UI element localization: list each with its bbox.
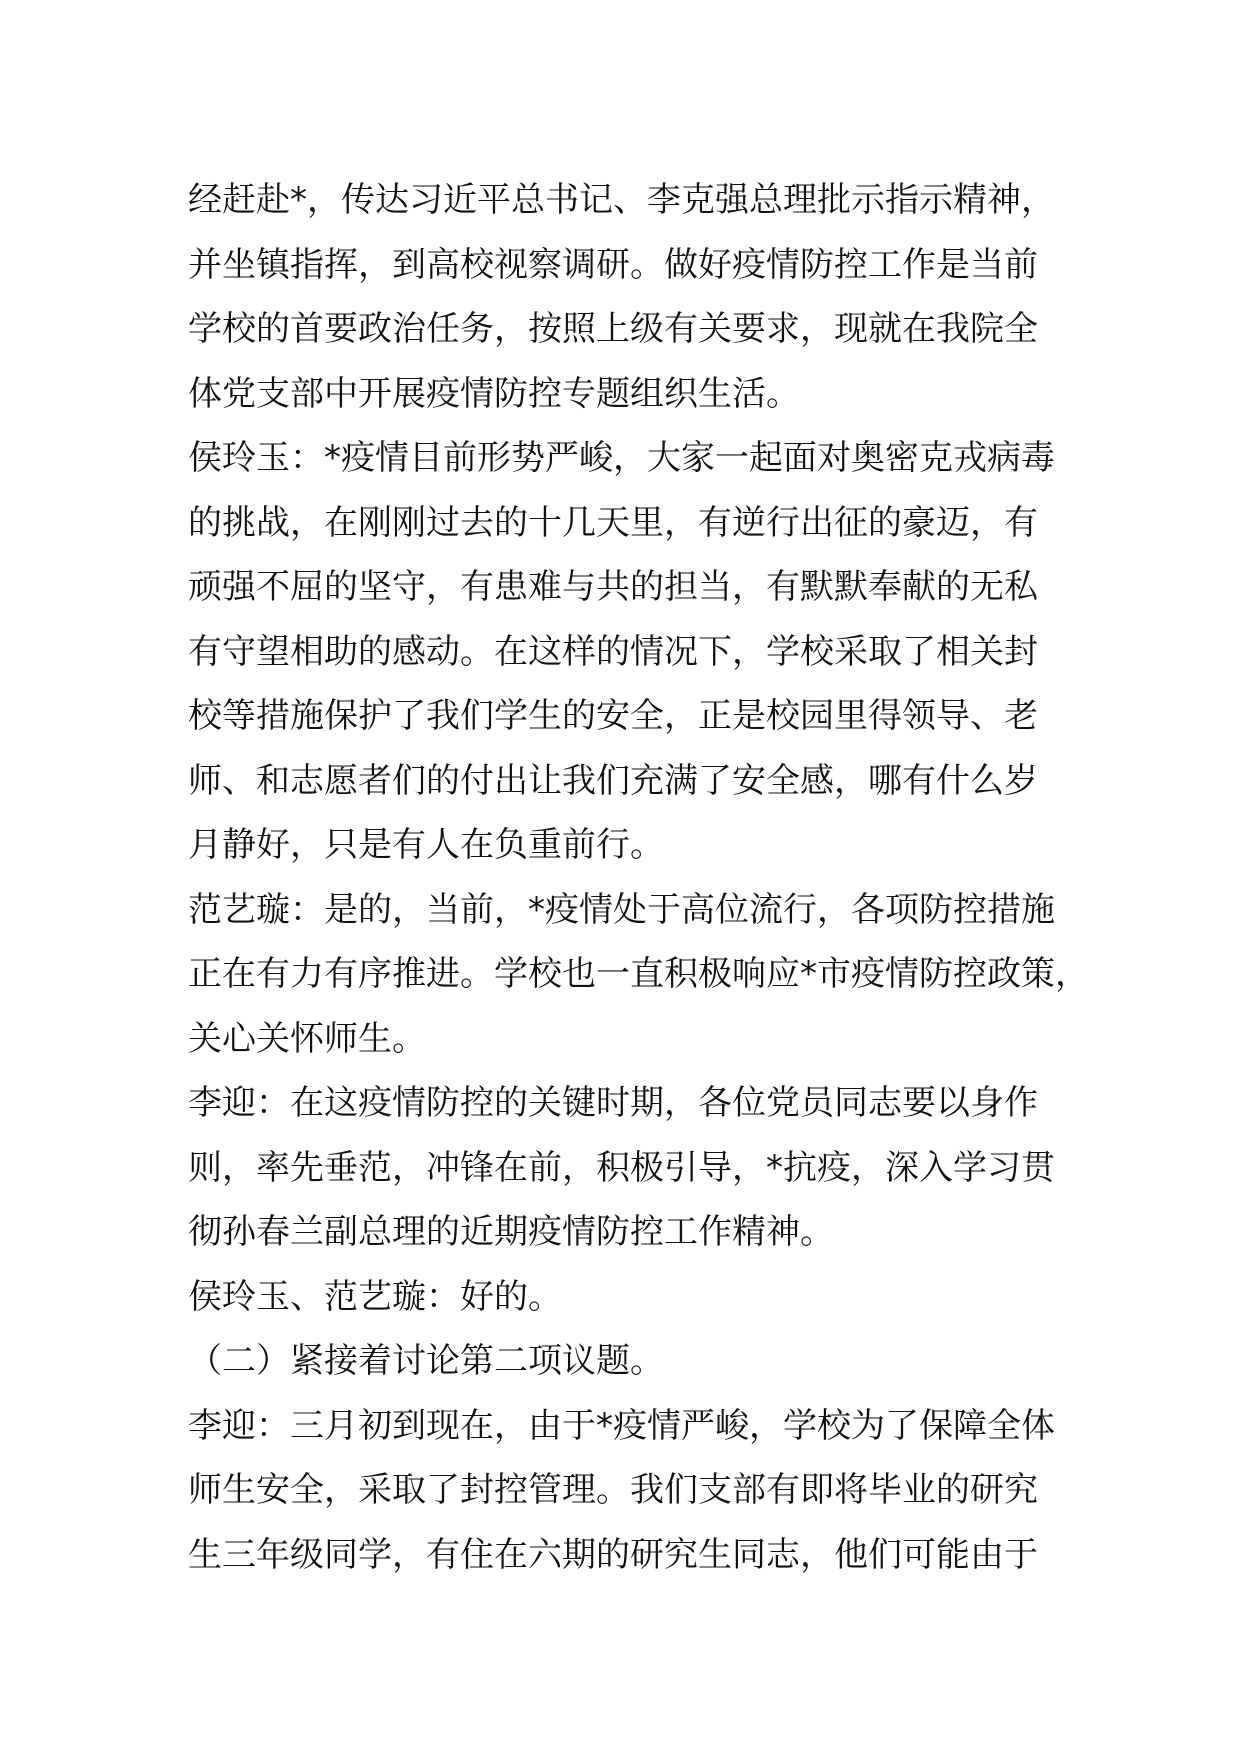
text-line: 范艺璇：是的，当前，*疫情处于高位流行，各项防控措施 [188, 889, 1055, 930]
text-line: 李迎：三月初到现在，由于*疫情严峻，学校为了保障全体 [188, 1405, 1055, 1446]
text-line: 师、和志愿者们的付出让我们充满了安全感，哪有什么岁 [188, 760, 1038, 801]
text-line: 学校的首要政治任务，按照上级有关要求，现就在我院全 [188, 309, 1038, 349]
text-line: 彻孙春兰副总理的近期疫情防控工作精神。 [188, 1212, 834, 1252]
text-line: 侯玲玉、范艺璇：好的。 [188, 1276, 562, 1317]
text-line: 李迎：在这疫情防控的关键时期，各位党员同志要以身作 [188, 1083, 1038, 1123]
text-line: 月静好，只是有人在负重前行。 [188, 825, 664, 865]
text-line: 并坐镇指挥，到高校视察调研。做好疫情防控工作是当前 [188, 244, 1038, 285]
text-line: 校等措施保护了我们学生的安全，正是校园里得领导、老 [188, 696, 1038, 736]
text-line: 关心关怀师生。 [188, 1018, 426, 1059]
text-line: 则，率先垂范，冲锋在前，积极引导，*抗疫，深入学习贯 [188, 1147, 1055, 1188]
text-line: 顽强不屈的坚守，有患难与共的担当，有默默奉献的无私 [188, 567, 1038, 607]
text-line: 师生安全，采取了封控管理。我们支部有即将毕业的研究 [188, 1470, 1038, 1510]
text-line: 的挑战，在刚刚过去的十几天里，有逆行出征的豪迈，有 [188, 502, 1038, 543]
text-line: 生三年级同学，有住在六期的研究生同志，他们可能由于 [188, 1534, 1038, 1575]
text-line: 正在有力有序推进。学校也一直积极响应*市疫情防控政策， [188, 954, 1089, 994]
text-line: 体党支部中开展疫情防控专题组织生活。 [188, 373, 800, 414]
document-body [188, 168, 1088, 1587]
text-line: 有守望相助的感动。在这样的情况下，学校采取了相关封 [188, 631, 1038, 672]
text-line: （二）紧接着讨论第二项议题。 [188, 1341, 664, 1381]
text-line: 侯玲玉：*疫情目前形势严峻，大家一起面对奥密克戎病毒 [188, 438, 1055, 478]
text-line: 经赶赴*，传达习近平总书记、李克强总理批示指示精神， [188, 180, 1055, 220]
